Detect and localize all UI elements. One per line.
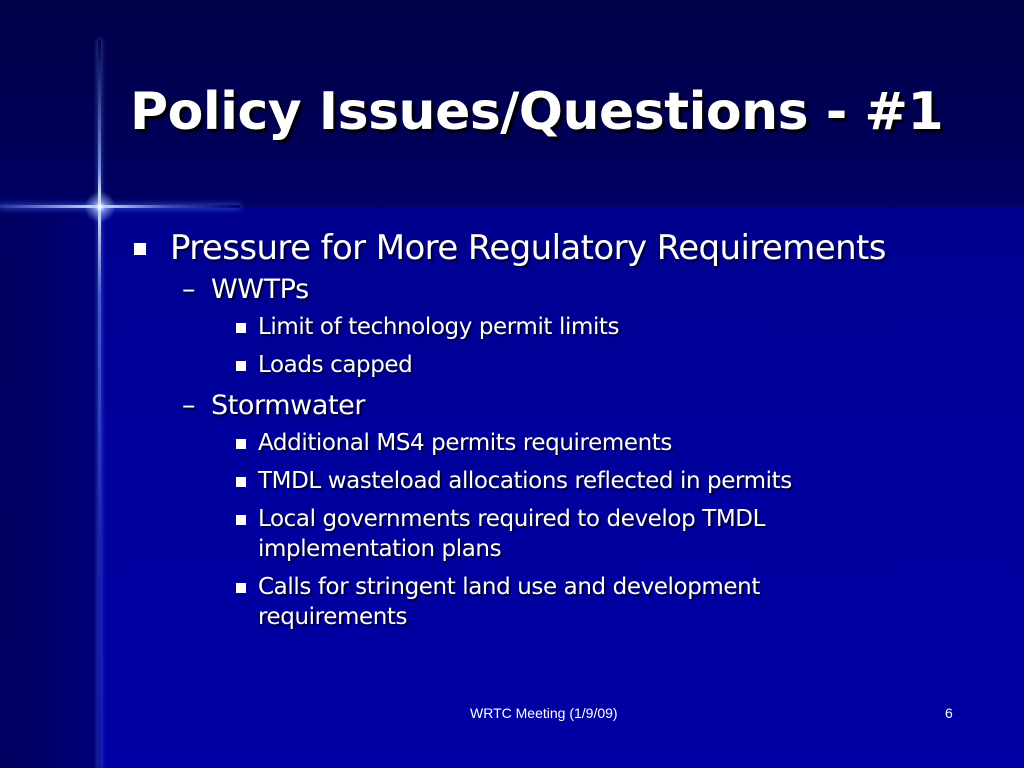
square-bullet-icon: [236, 439, 246, 449]
square-bullet-icon: [134, 243, 146, 255]
list-item-text: Additional MS4 permits requirements: [258, 430, 672, 456]
section-heading-text: Stormwater: [211, 390, 366, 421]
list-item-text: Loads capped: [258, 352, 413, 378]
list-item: [236, 572, 858, 632]
list-item-text: Limit of technology permit limits: [258, 314, 620, 340]
dash-bullet-icon: –: [182, 390, 196, 421]
square-bullet-icon: [236, 583, 246, 593]
main-bullet-item: [132, 226, 992, 270]
list-item: [236, 312, 992, 342]
square-bullet-icon: [236, 477, 246, 487]
list-item-text: Calls for stringent land use and development requirements: [258, 574, 760, 630]
slide-content: [132, 226, 992, 632]
page-number: 6: [945, 705, 953, 721]
section-heading-stormwater: [182, 388, 992, 424]
list-item: [236, 428, 992, 458]
slide-title: Policy Issues/Questions - #1: [130, 82, 944, 142]
list-item: [236, 504, 858, 564]
list-item-text: Local governments required to develop TMDL implementation plans: [258, 506, 766, 562]
cross-glow: [84, 191, 116, 223]
section-heading-wwtps: [182, 272, 992, 308]
footer-text: WRTC Meeting (1/9/09): [470, 705, 618, 721]
square-bullet-icon: [236, 361, 246, 371]
dash-bullet-icon: –: [182, 274, 196, 305]
horizontal-accent-line: [0, 205, 240, 208]
list-item: [236, 466, 992, 496]
square-bullet-icon: [236, 323, 246, 333]
section-heading-text: WWTPs: [211, 274, 309, 305]
vertical-accent-line: [98, 40, 101, 768]
main-bullet-text: Pressure for More Regulatory Requirements: [170, 228, 886, 268]
list-item-text: TMDL wasteload allocations reflected in permits: [258, 468, 792, 494]
list-item: [236, 350, 992, 380]
square-bullet-icon: [236, 515, 246, 525]
